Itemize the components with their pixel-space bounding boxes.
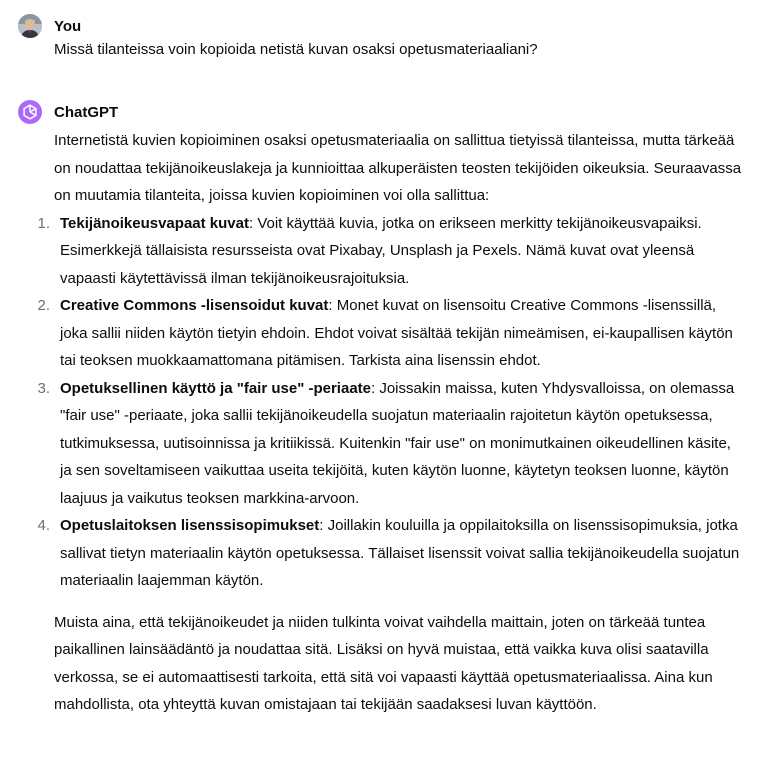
user-message-text: Missä tilanteissa voin kopioida netistä kuvan osaksi opetusmateriaaliani? <box>54 41 538 58</box>
list-item-lead: Opetuslaitoksen lisenssisopimukset <box>60 517 320 534</box>
assistant-outro-paragraph: Muista aina, että tekijänoikeudet ja niiden tulkinta voivat vaihdella maittain, joten on tärkeää tuntea paikallinen lainsäädäntö ja noudattaa sitä. Lisäksi on hyvä muistaa, että vaikka kuva olisi saatavilla verkossa, se ei automaattisesti tarkoita, että sitä voi vapaasti käyttää opetusmateriaalissa. Aina kun mahdollista, ota yhteyttä kuvan omistajaan tai tekijään saadaksesi luvan käyttöön. <box>54 613 713 713</box>
list-item <box>37 292 744 375</box>
user-avatar[interactable] <box>18 14 42 38</box>
list-item <box>37 375 744 513</box>
list-item-text: : Voit käyttää kuvia, jotka on erikseen merkitty tekijänoikeusvapaiksi. Esimerkkejä tällaisista resursseista ovat Pixabay, Unsplash ja Pexels. Nämä kuvat ovat yleensä vapaasti käytettävissä ilman tekijänoikeusrajoituksia. <box>60 214 702 287</box>
list-item <box>37 512 744 595</box>
list-item-lead: Creative Commons -lisensoidut kuvat <box>60 297 329 314</box>
list-item-lead: Opetuksellinen käyttö ja "fair use" -periaate <box>60 379 371 397</box>
assistant-message-body <box>37 127 744 719</box>
user-photo-icon <box>18 14 42 38</box>
list-item-number: 3. <box>37 379 50 397</box>
list-item-lead: Tekijänoikeusvapaat kuvat <box>60 214 249 232</box>
openai-logo-icon <box>18 100 42 124</box>
assistant-author-name: ChatGPT <box>54 104 119 121</box>
assistant-intro-paragraph: Internetistä kuvien kopioiminen osaksi opetusmateriaalia on sallittua tietyissä tilanteissa, mutta tärkeää on noudattaa tekijänoikeuslakeja ja kunnioittaa alkuperäisten teosten tekijöiden oikeuksia. Seuraavassa on muutamia tilanteita, joissa kuvien kopioiminen voi olla sallittua: <box>54 132 742 204</box>
list-item <box>37 210 744 293</box>
list-item-text: : Joissakin maissa, kuten Yhdysvalloissa, on olemassa "fair use" -periaate, joka sallii tekijänoikeudella suojatun materiaalin rajoitetun käytön opetuksessa, tutkimuksessa, uutisoinnissa ja kritiikissä. Kuitenkin "fair use" on monimutkainen oikeudellinen käsite, ja sen soveltamiseen vaikuttaa useita tekijöitä, kuten käytön luonne, käytetyn teoksen luonne, käytön laajuus ja vaikutus teoksen markkina-arvoon. <box>60 379 735 507</box>
assistant-avatar <box>18 100 42 124</box>
list-item-number: 1. <box>37 214 50 232</box>
list-item-text: : Monet kuvat on lisensoitu Creative Commons -lisenssillä, joka sallii niiden käytön tietyin ehdoin. Ehdot voivat sisältää tekijän nimeämisen, ei-kaupallisen käytön tai teoksen muokkaamattomana pitämisen. Tarkista aina lisenssin ehdot. <box>60 297 733 369</box>
user-author-name: You <box>54 18 82 35</box>
list-item-number: 2. <box>37 297 50 314</box>
list-item-text: : Joillakin kouluilla ja oppilaitoksilla on lisenssisopimuksia, jotka sallivat tietyn materiaalin käytön opetuksessa. Tällaiset lisenssit voivat sallia tekijänoikeudella suojatun materiaalin laajemman käytön. <box>60 517 740 589</box>
list-item-number: 4. <box>37 517 50 534</box>
assistant-list <box>37 210 744 595</box>
